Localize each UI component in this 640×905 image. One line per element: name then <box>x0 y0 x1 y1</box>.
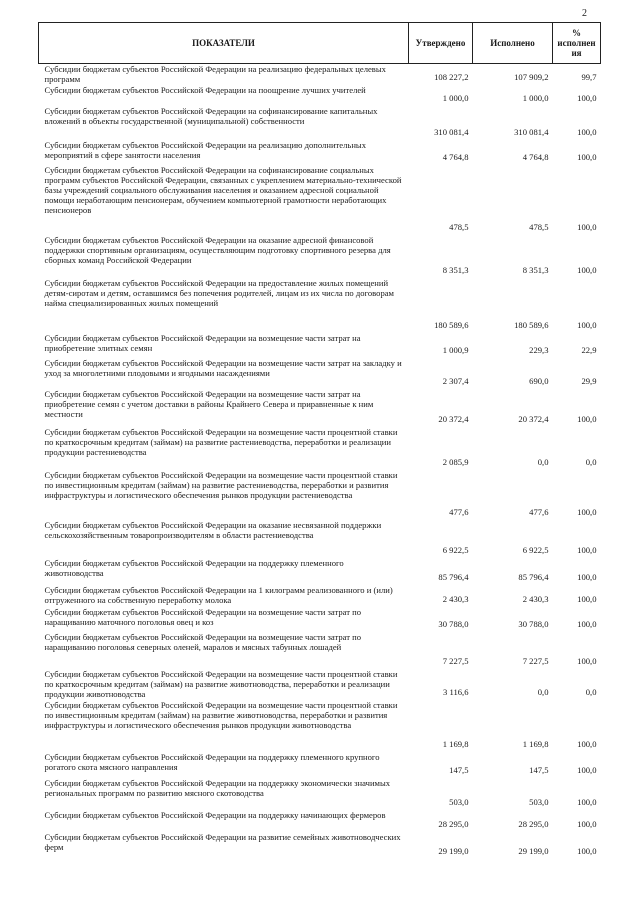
row-percent: 100,0 <box>577 846 597 857</box>
row-percent: 100,0 <box>577 819 597 830</box>
row-name: Субсидии бюджетам субъектов Российской Федерации на возмещение части затрат на закладку и уход за многолетними плодовыми и ягодными насаждениями <box>44 357 402 378</box>
table-row <box>39 778 601 810</box>
header-percent-line2: исполнен <box>557 38 596 48</box>
row-approved: 310 081,4 <box>434 127 469 138</box>
row-executed: 7 227,5 <box>522 656 549 667</box>
row-approved: 1 000,0 <box>442 93 469 104</box>
row-approved: 2 430,3 <box>442 594 469 605</box>
row-name: Субсидии бюджетам субъектов Российской Федерации на реализацию федеральных целевых программ <box>44 64 386 85</box>
row-name: Субсидии бюджетам субъектов Российской Федерации на возмещение части процентной ставки по инвестиционным кредитам (займам) на развитие животноводства, переработки и развития инфраструктуры и логистического обеспечения рынков продукции животноводства <box>44 699 398 730</box>
row-approved: 4 764,8 <box>442 152 469 163</box>
row-percent: 100,0 <box>577 507 597 518</box>
row-percent: 100,0 <box>577 594 597 605</box>
table-row <box>39 810 601 832</box>
row-approved: 477,6 <box>449 507 469 518</box>
table-row <box>39 106 601 140</box>
row-approved: 180 589,6 <box>434 320 469 331</box>
row-name: Субсидии бюджетам субъектов Российской Федерации на возмещение части затрат на приобретение элитных семян <box>44 332 361 353</box>
row-percent: 100,0 <box>577 127 597 138</box>
row-percent: 100,0 <box>577 414 597 425</box>
budget-table <box>38 22 601 859</box>
row-percent: 100,0 <box>577 797 597 808</box>
row-executed: 477,6 <box>529 507 549 518</box>
row-approved: 3 116,6 <box>443 687 469 698</box>
row-executed: 147,5 <box>529 765 549 776</box>
row-name: Субсидии бюджетам субъектов Российской Федерации на оказание несвязанной поддержки сельскохозяйственным товаропроизводителям в области растениеводства <box>44 519 382 540</box>
row-approved: 2 085,9 <box>442 457 469 468</box>
table-row <box>39 358 601 389</box>
row-executed: 503,0 <box>529 797 549 808</box>
row-percent: 22,9 <box>581 345 597 356</box>
table-row <box>39 752 601 778</box>
row-executed: 180 589,6 <box>514 320 549 331</box>
table-row <box>39 700 601 752</box>
row-executed: 85 796,4 <box>518 572 549 583</box>
row-percent: 29,9 <box>581 376 597 387</box>
table-row <box>39 558 601 585</box>
row-approved: 147,5 <box>449 765 469 776</box>
header-name: ПОКАЗАТЕЛИ <box>39 23 409 64</box>
table-row <box>39 64 601 85</box>
row-name: Субсидии бюджетам субъектов Российской Федерации на поддержку племенного животноводства <box>44 557 344 578</box>
row-percent: 100,0 <box>577 545 597 556</box>
row-executed: 690,0 <box>529 376 549 387</box>
row-percent: 100,0 <box>577 265 597 276</box>
row-name: Субсидии бюджетам субъектов Российской Федерации на развитие семейных животноводческих ферм <box>44 831 401 852</box>
row-name: Субсидии бюджетам субъектов Российской Федерации на возмещение части процентной ставки по краткосрочным кредитам (займам) на развитие растениеводства, переработки и реализации продукции растениеводства <box>44 426 398 457</box>
row-name: Субсидии бюджетам субъектов Российской Федерации на возмещение части затрат на приобретение семян с учетом доставки в районы Крайнего Севера и приравненные к ним местности <box>44 388 374 419</box>
row-executed: 29 199,0 <box>518 846 549 857</box>
table-row <box>39 235 601 278</box>
row-executed: 4 764,8 <box>522 152 549 163</box>
row-approved: 30 788,0 <box>438 619 469 630</box>
row-name: Субсидии бюджетам субъектов Российской Федерации на возмещение части процентной ставки по краткосрочным кредитам (займам) на развитие животноводства, переработки и реализации продукции животноводства <box>44 668 398 699</box>
row-name: Субсидии бюджетам субъектов Российской Федерации на возмещение части процентной ставки по инвестиционным кредитам (займам) на развитие растениеводства, переработки и развития инфраструктуры и логистического обеспечения рынков продукции растениеводства <box>44 469 398 500</box>
table-header-row <box>39 23 601 64</box>
row-approved: 8 351,3 <box>442 265 469 276</box>
row-percent: 0,0 <box>585 457 597 468</box>
row-executed: 107 909,2 <box>514 72 549 83</box>
row-name: Субсидии бюджетам субъектов Российской Федерации на предоставление жилых помещений детям-сиротам и детям, оставшимся без попечения родителей, лицам из их числа по договорам найма специализированных жилых помещений <box>44 277 394 308</box>
row-approved: 85 796,4 <box>438 572 469 583</box>
row-percent: 0,0 <box>585 687 597 698</box>
row-executed: 310 081,4 <box>514 127 549 138</box>
page-number: 2 <box>582 8 587 19</box>
row-executed: 2 430,3 <box>522 594 549 605</box>
row-executed: 0,0 <box>537 687 549 698</box>
row-percent: 100,0 <box>577 656 597 667</box>
row-name: Субсидии бюджетам субъектов Российской Федерации на поощрение лучших учителей <box>44 84 366 95</box>
row-percent: 100,0 <box>577 222 597 233</box>
table-row <box>39 632 601 669</box>
table-row <box>39 669 601 700</box>
row-executed: 1 169,8 <box>522 739 549 750</box>
table-row <box>39 607 601 632</box>
header-executed: Исполнено <box>473 23 553 64</box>
row-approved: 20 372,4 <box>438 414 469 425</box>
row-name: Субсидии бюджетам субъектов Российской Федерации на поддержку племенного крупного рогатого скота мясного направления <box>44 751 380 772</box>
header-percent-line3: ия <box>571 48 582 58</box>
row-name: Субсидии бюджетам субъектов Российской Федерации на реализацию дополнительных мероприятий в сфере занятости населения <box>44 139 366 160</box>
row-name: Субсидии бюджетам субъектов Российской Федерации на поддержку экономически значимых региональных программ по развитию мясного скотоводства <box>44 777 391 798</box>
row-approved: 108 227,2 <box>434 72 469 83</box>
row-approved: 1 169,8 <box>442 739 469 750</box>
row-approved: 6 922,5 <box>442 545 469 556</box>
row-name: Субсидии бюджетам субъектов Российской Федерации на поддержку начинающих фермеров <box>44 809 386 820</box>
row-approved: 478,5 <box>449 222 469 233</box>
row-name: Субсидии бюджетам субъектов Российской Федерации на софинансирование социальных программ субъектов Российской Федерации, связанных с укреплением материально-технической базы учреждений социального обслуживания населения и оказанием адресной социальной помощи неработающим пенсионерам, обучением компьютерной грамотности неработающих пенсионеров <box>44 164 402 216</box>
row-executed: 20 372,4 <box>518 414 549 425</box>
row-executed: 1 000,0 <box>522 93 549 104</box>
table-row <box>39 165 601 235</box>
table-row <box>39 520 601 558</box>
row-executed: 8 351,3 <box>522 265 549 276</box>
row-percent: 100,0 <box>577 619 597 630</box>
table-row <box>39 585 601 607</box>
row-executed: 30 788,0 <box>518 619 549 630</box>
row-executed: 478,5 <box>529 222 549 233</box>
table-row <box>39 427 601 470</box>
row-executed: 28 295,0 <box>518 819 549 830</box>
row-executed: 229,3 <box>529 345 549 356</box>
row-percent: 100,0 <box>577 739 597 750</box>
row-name: Субсидии бюджетам субъектов Российской Федерации на возмещение части затрат по наращиванию поголовья северных оленей, маралов и мясных табунных лошадей <box>44 631 362 652</box>
table-row <box>39 389 601 427</box>
row-name: Субсидии бюджетам субъектов Российской Федерации на 1 килограмм реализованного и (или) отгруженного на собственную переработку молока <box>44 584 393 605</box>
row-approved: 1 000,9 <box>442 345 469 356</box>
header-percent-line1: % <box>572 28 581 38</box>
row-percent: 100,0 <box>577 572 597 583</box>
row-approved: 2 307,4 <box>442 376 469 387</box>
row-name: Субсидии бюджетам субъектов Российской Федерации на софинансирование капитальных вложений в объекты государственной (муниципальной) собственности <box>44 105 378 126</box>
table-row <box>39 470 601 520</box>
table-body <box>39 64 601 859</box>
row-approved: 503,0 <box>449 797 469 808</box>
table-row <box>39 85 601 106</box>
header-approved: Утверждено <box>409 23 473 64</box>
table-row <box>39 140 601 165</box>
row-approved: 29 199,0 <box>438 846 469 857</box>
row-executed: 0,0 <box>537 457 549 468</box>
row-name: Субсидии бюджетам субъектов Российской Федерации на оказание адресной финансовой поддержки спортивным организациям, осуществляющим подготовку спортивного резерва для сборных команд Российской Федерации <box>44 234 391 265</box>
row-approved: 28 295,0 <box>438 819 469 830</box>
row-name: Субсидии бюджетам субъектов Российской Федерации на возмещение части затрат по наращиванию маточного поголовья овец и коз <box>44 606 362 627</box>
row-executed: 6 922,5 <box>522 545 549 556</box>
header-percent <box>553 23 601 64</box>
row-percent: 100,0 <box>577 765 597 776</box>
table-row <box>39 832 601 859</box>
row-percent: 100,0 <box>577 93 597 104</box>
row-approved: 7 227,5 <box>442 656 469 667</box>
row-percent: 100,0 <box>577 152 597 163</box>
table-row <box>39 278 601 333</box>
row-percent: 100,0 <box>577 320 597 331</box>
row-percent: 99,7 <box>581 72 597 83</box>
table-row <box>39 333 601 358</box>
